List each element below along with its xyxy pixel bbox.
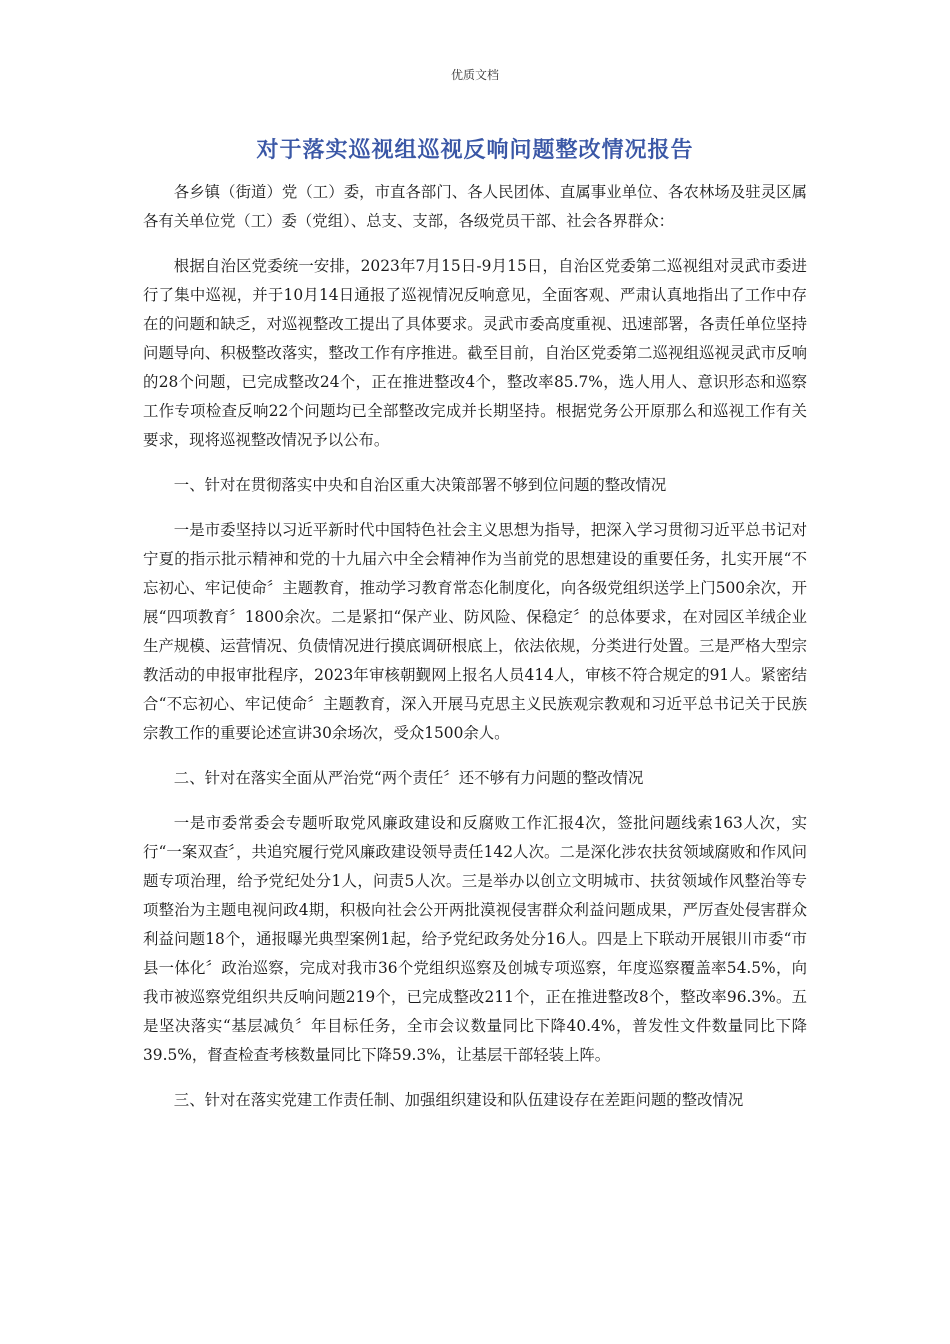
document-title: 对于落实巡视组巡视反响问题整改情况报告 <box>256 137 694 163</box>
intro-paragraph: 根据自治区党委统一安排，2023年7月15日-9月15日，自治区党委第二巡视组对灵武市委进行了集中巡视，并于10月14日通报了巡视情况反响意见，全面客观、严肃认真地指出了工作中存在的问题和缺乏，对巡视整改工提出了具体要求。灵武市委高度重视、迅速部署，各责任单位坚持问题导向、积极整改落实，整改工作有序推进。截至目前，自治区党委第二巡视组巡视灵武市反响的28个问题，已完成整改24个，正在推进整改4个，整改率85.7%，选人用人、意识形态和巡察工作专项检查反响22个问题均已全部整改完成并长期坚持。根据党务公开原那么和巡视工作有关要求，现将巡视整改情况予以公布。 <box>143 257 807 449</box>
section-heading-1: 一、针对在贯彻落实中央和自治区重大决策部署不够到位问题的整改情况 <box>173 476 667 494</box>
section-body-1: 一是市委坚持以习近平新时代中国特色社会主义思想为指导，把深入学习贯彻习近平总书记对宁夏的指示批示精神和党的十九届六中全会精神作为当前党的思想建设的重要任务，扎实开展“不忘初心、牢记使命〞主题教育，推动学习教育常态化制度化，向各级党组织送学上门500余次，开展“四项教育〞1800余次。二是紧扣“保产业、防风险、保稳定〞的总体要求，在对园区羊绒企业生产规模、运营情况、负债情况进行摸底调研根底上，依法依规，分类进行处置。三是严格大型宗教活动的申报审批程序，2023年审核朝觐网上报名人员414人，审核不符合规定的91人。紧密结合“不忘初心、牢记使命〞主题教育，深入开展马克思主义民族观宗教观和习近平总书记关于民族宗教工作的重要论述宣讲30余场次，受众1500余人。 <box>143 521 807 742</box>
section-body-2: 一是市委常委会专题听取党风廉政建设和反腐败工作汇报4次，签批问题线索163人次，实行“一案双查〞，共追究履行党风廉政建设领导责任142人次。二是深化涉农扶贫领域腐败和作风问题专项治理，给予党纪处分1人，问责5人次。三是举办以创立文明城市、扶贫领域作风整治等专项整治为主题电视问政4期，积极向社会公开两批漠视侵害群众利益问题成果，严厉查处侵害群众利益问题18个，通报曝光典型案例1起，给予党纪政务处分16人。四是上下联动开展银川市委“市县一体化〞政治巡察，完成对我市36个党组织巡察及创城专项巡察，年度巡察覆盖率54.5%，向我市被巡察党组织共反响问题219个，已完成整改211个，正在推进整改8个，整改率96.3%。五是坚决落实“基层减负〞年目标任务，全市会议数量同比下降40.4%，普发性文件数量同比下降39.5%，督查检查考核数量同比下降59.3%，让基层干部轻装上阵。 <box>143 814 807 1064</box>
document-body <box>143 178 807 1115</box>
salutation-paragraph: 各乡镇（街道）党（工）委，市直各部门、各人民团体、直属事业单位、各农林场及驻灵区属各有关单位党（工）委（党组）、总支、支部，各级党员干部、社会各界群众： <box>143 183 807 230</box>
header-label: 优质文档 <box>450 68 499 82</box>
section-heading-3: 三、针对在落实党建工作责任制、加强组织建设和队伍建设存在差距问题的整改情况 <box>173 1091 744 1109</box>
section-heading-2: 二、针对在落实全面从严治党“两个责任〞还不够有力问题的整改情况 <box>173 769 644 787</box>
